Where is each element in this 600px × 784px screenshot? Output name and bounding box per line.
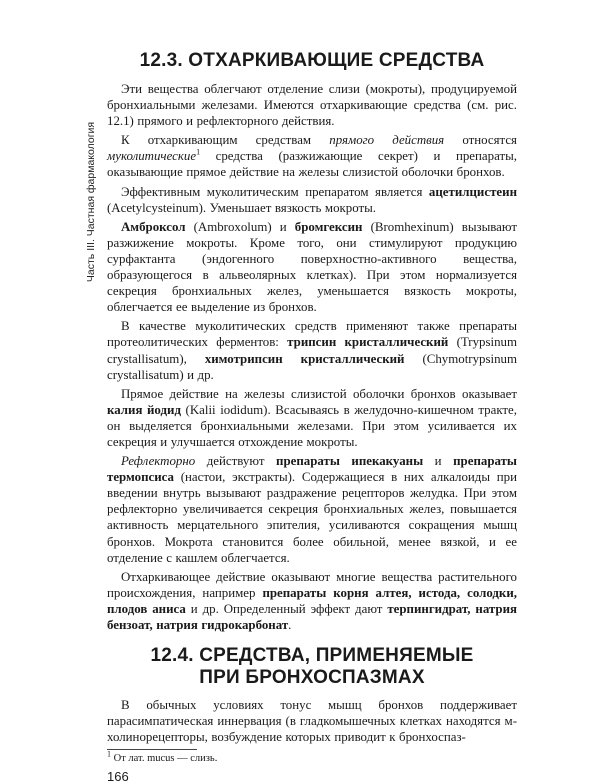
paragraph-1: Эти вещества облегчают отделение слизи (мокроты), продуцируемой бронхиальными железами. Имеются отхаркивающие средства (см. рис. 12.1) прямого и рефлекторного действия.	[107, 82, 517, 129]
section-title-12-3: 12.3. ОТХАРКИВАЮЩИЕ СРЕДСТВА	[139, 50, 485, 71]
paragraph-5: В качестве муколитических средств применяют также препараты протеолитических ферментов: трипсин кристаллический (Trypsinum crystallisatum), химотрипсин кристаллический (Chymotrypsinum crystallisatum) и др.	[107, 319, 518, 382]
paragraph-8: Отхаркивающее действие оказывают многие вещества растительного происхождения, например препараты корня алтея, истода, солодки, плодов аниса и др. Определенный эффект дают терпингидрат, натрия бензоат, натрия гидрокарбонат.	[107, 569, 518, 632]
paragraph-2: К отхаркивающим средствам прямого действия относятся муколитические$^1$ средства (разжижающие секрет) и препараты, оказывающие прямое действие на железы слизистой оболочки бронхов.	[107, 133, 517, 180]
paragraph-4: Амброксол (Ambroxolum) и бромгексин (Bromhexinum) вызывают разжижение мокроты. Кроме того, они стимулируют продукцию сурфактанта (эндогенного поверхностно-активного вещества, образующегося в альвеолярных клетках). При этом нормализуется секреция бронхиальных желез, уменьшается вязкость мокроты, облегчается ее выделение из бронхов.	[107, 219, 517, 315]
footnote: $^1$ От лат. mucus — слизь.	[107, 749, 218, 765]
page-content	[107, 50, 517, 784]
paragraph-9: В обычных условиях тонус мышц бронхов поддерживает парасимпатическая иннервация (в гладкомышечных клетках находятся м-холинорецепторы, возбуждение которых приводит к бронхоспаз-	[107, 698, 517, 745]
footnote-ref: 1	[196, 148, 201, 158]
page-number: 166	[107, 769, 129, 784]
paragraph-6: Прямое действие на железы слизистой оболочки бронхов оказывает калия йодид (Kalii iodidum). Всасываясь в желудочно-кишечном тракте, он выделяется бронхиальными железами. При этом усиливается их секреция и улучшается отхождение мокроты.	[107, 386, 517, 449]
paragraph-3: Эффективным муколитическим препаратом является ацетилцистеин (Acetylcysteinum). Уменьшает вязкость мокроты.	[107, 184, 517, 215]
running-header-text: Часть III. Частная фармакология	[85, 121, 97, 283]
paragraph-7: Рефлекторно действуют препараты ипекакуаны и препараты термопсиса (настои, экстракты). Содержащиеся в них алкалоиды при введении внутрь вызывают раздражение рецепторов желудка. При этом рефлекторно увеличивается секреция бронхиальных желез, повышается активность мерцательного эпителия, усиливаются сокращения мышц бронхов. Мокрота становится более обильной, менее вязкой, и ее отделение с кашлем облегчается.	[107, 454, 517, 565]
running-header	[84, 52, 98, 352]
section-title-12-4: 12.4. СРЕДСТВА, ПРИМЕНЯЕМЫЕ ПРИ БРОНХОСПАЗМАХ	[150, 645, 474, 689]
